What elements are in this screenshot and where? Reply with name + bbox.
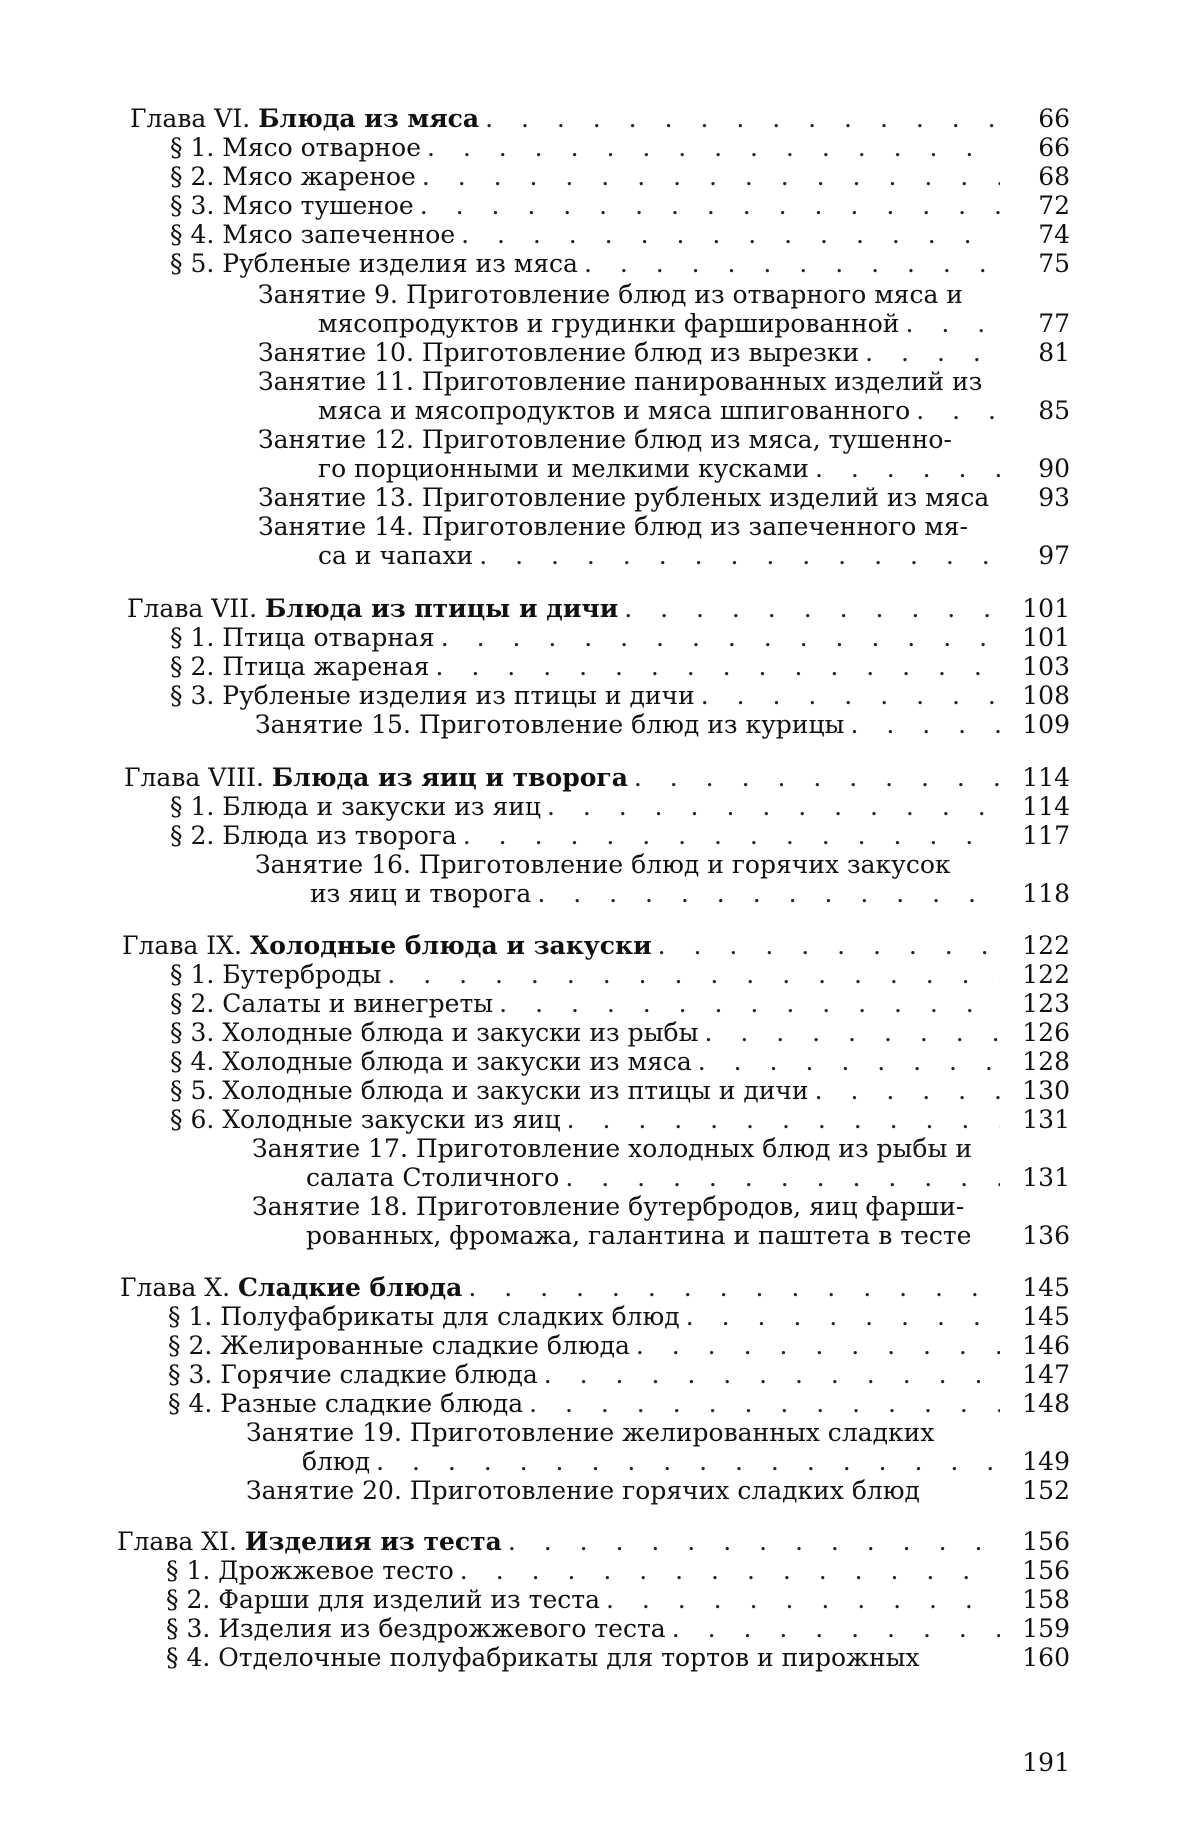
page-number: 74	[1010, 220, 1070, 250]
page-number: 81	[1010, 338, 1070, 368]
lesson-entry: Занятие 11. Приготовление панированных изделий из	[258, 367, 982, 397]
toc-page	[0, 0, 1200, 1827]
lesson-entry: Занятие 12. Приготовление блюд из мяса, тушенно-	[258, 425, 952, 455]
section-entry: § 3. Изделия из бездрожжевого теста . . .	[166, 1614, 1000, 1644]
chapter-heading	[120, 1273, 1000, 1303]
lesson-entry-continued: го порционными и мелкими кусками . . .	[318, 454, 1000, 484]
page-number: 160	[1010, 1643, 1070, 1673]
page-number: 93	[1010, 483, 1070, 513]
page-number: 131	[1010, 1163, 1070, 1193]
page-number: 156	[1010, 1527, 1070, 1557]
chapter-title: Сладкие блюда	[238, 1273, 462, 1303]
chapter-label: Глава VI.	[130, 104, 250, 134]
page-number: 114	[1010, 763, 1070, 793]
section-entry: § 3. Мясо тушеное . . .	[170, 191, 1000, 221]
lesson-entry-continued: салата Столичного . . .	[306, 1163, 1000, 1193]
chapter-title: Блюда из мяса	[258, 104, 479, 134]
page-number: 117	[1010, 821, 1070, 851]
page-number: 66	[1010, 104, 1070, 134]
chapter-label: Глава VIII.	[124, 763, 264, 793]
section-entry: § 2. Желированные сладкие блюда . . .	[168, 1331, 1000, 1361]
page-number: 148	[1010, 1389, 1070, 1419]
lesson-entry-continued: мясопродуктов и грудинки фаршированной . . .	[318, 309, 1000, 339]
folio-page-number: 191	[1010, 1748, 1070, 1778]
page-number: 122	[1010, 931, 1070, 961]
section-entry: § 2. Мясо жареное . . .	[170, 162, 1000, 192]
page-number: 103	[1010, 652, 1070, 682]
section-entry: § 4. Отделочные полуфабрикаты для тортов и пирожных	[166, 1643, 1000, 1673]
section-entry: § 6. Холодные закуски из яиц . . .	[170, 1105, 1000, 1135]
section-entry: § 1. Мясо отварное . . .	[170, 133, 1000, 163]
page-number: 66	[1010, 133, 1070, 163]
page-number: 145	[1010, 1302, 1070, 1332]
page-number: 68	[1010, 162, 1070, 192]
lesson-entry: Занятие 16. Приготовление блюд и горячих закусок	[255, 850, 951, 880]
section-entry: § 1. Блюда и закуски из яиц . . .	[170, 792, 1000, 822]
section-entry: § 3. Холодные блюда и закуски из рыбы . . .	[170, 1018, 1000, 1048]
page-number: 130	[1010, 1076, 1070, 1106]
page-number: 101	[1010, 594, 1070, 624]
page-number: 156	[1010, 1556, 1070, 1586]
section-entry: § 1. Полуфабрикаты для сладких блюд . . .	[168, 1302, 1000, 1332]
section-entry: § 2. Блюда из творога . . .	[170, 821, 1000, 851]
page-number: 149	[1010, 1447, 1070, 1477]
page-number: 72	[1010, 191, 1070, 221]
section-entry: § 1. Бутерброды . . .	[170, 960, 1000, 990]
page-number: 158	[1010, 1585, 1070, 1615]
lesson-entry: Занятие 13. Приготовление рубленых изделий из мяса	[258, 483, 1000, 513]
chapter-heading	[124, 763, 1000, 793]
chapter-heading	[130, 104, 1000, 134]
lesson-entry: Занятие 19. Приготовление желированных сладких	[246, 1418, 934, 1448]
page-number: 90	[1010, 454, 1070, 484]
chapter-title: Изделия из теста	[245, 1527, 502, 1557]
chapter-label: Глава VII.	[127, 594, 257, 624]
page-number: 109	[1010, 710, 1070, 740]
lesson-entry-continued: са и чапахи . . .	[318, 541, 1000, 571]
section-entry: § 5. Холодные блюда и закуски из птицы и дичи . . .	[170, 1076, 1000, 1106]
chapter-heading	[127, 594, 1000, 624]
chapter-title: Холодные блюда и закуски	[250, 931, 652, 961]
chapter-title: Блюда из яиц и творога	[272, 763, 628, 793]
section-entry: § 4. Разные сладкие блюда . . .	[168, 1389, 1000, 1419]
page-number: 101	[1010, 623, 1070, 653]
chapter-heading	[117, 1527, 1000, 1557]
page-number: 85	[1010, 396, 1070, 426]
page-number: 123	[1010, 989, 1070, 1019]
section-entry: § 2. Фарши для изделий из теста . . .	[166, 1585, 1000, 1615]
lesson-entry-continued: блюд . . .	[302, 1447, 1000, 1477]
lesson-entry-continued: мяса и мясопродуктов и мяса шпигованного . . .	[318, 396, 1000, 426]
chapter-heading	[122, 931, 1000, 961]
chapter-title: Блюда из птицы и дичи	[265, 594, 618, 624]
lesson-entry: Занятие 9. Приготовление блюд из отварного мяса и	[258, 280, 963, 310]
section-entry: § 3. Рубленые изделия из птицы и дичи . . .	[170, 681, 1000, 711]
page-number: 75	[1010, 249, 1070, 279]
page-number: 118	[1010, 879, 1070, 909]
page-number: 152	[1010, 1476, 1070, 1506]
section-entry: § 1. Дрожжевое тесто . . .	[166, 1556, 1000, 1586]
page-number: 159	[1010, 1614, 1070, 1644]
page-number: 131	[1010, 1105, 1070, 1135]
section-entry: § 1. Птица отварная . . .	[170, 623, 1000, 653]
section-entry: § 2. Салаты и винегреты . . .	[170, 989, 1000, 1019]
page-number: 114	[1010, 792, 1070, 822]
chapter-label: Глава IX.	[122, 931, 242, 961]
lesson-entry: Занятие 20. Приготовление горячих сладких блюд	[246, 1476, 1000, 1506]
page-number: 126	[1010, 1018, 1070, 1048]
page-number: 145	[1010, 1273, 1070, 1303]
section-entry: § 4. Мясо запеченное . . .	[170, 220, 1000, 250]
lesson-entry: Занятие 18. Приготовление бутербродов, яиц фарши-	[252, 1192, 964, 1222]
lesson-entry-continued: рованных, фромажа, галантина и паштета в тесте	[306, 1221, 1000, 1251]
lesson-entry: Занятие 14. Приготовление блюд из запеченного мя-	[258, 512, 968, 542]
page-number: 128	[1010, 1047, 1070, 1077]
chapter-label: Глава XI.	[117, 1527, 237, 1557]
chapter-label: Глава X.	[120, 1273, 230, 1303]
section-entry: § 3. Горячие сладкие блюда . . .	[168, 1360, 1000, 1390]
page-number: 77	[1010, 309, 1070, 339]
page-number: 122	[1010, 960, 1070, 990]
lesson-entry-continued: из яиц и творога . . .	[310, 879, 1000, 909]
page-number: 97	[1010, 541, 1070, 571]
section-entry: § 5. Рубленые изделия из мяса . . .	[170, 249, 1000, 279]
lesson-entry: Занятие 17. Приготовление холодных блюд из рыбы и	[252, 1134, 972, 1164]
lesson-entry: Занятие 10. Приготовление блюд из вырезки . . .	[258, 338, 1000, 368]
section-entry: § 2. Птица жареная . . .	[170, 652, 1000, 682]
page-number: 108	[1010, 681, 1070, 711]
lesson-entry: Занятие 15. Приготовление блюд из курицы . . .	[255, 710, 1000, 740]
page-number: 147	[1010, 1360, 1070, 1390]
page-number: 146	[1010, 1331, 1070, 1361]
page-number: 136	[1010, 1221, 1070, 1251]
section-entry: § 4. Холодные блюда и закуски из мяса . . .	[170, 1047, 1000, 1077]
